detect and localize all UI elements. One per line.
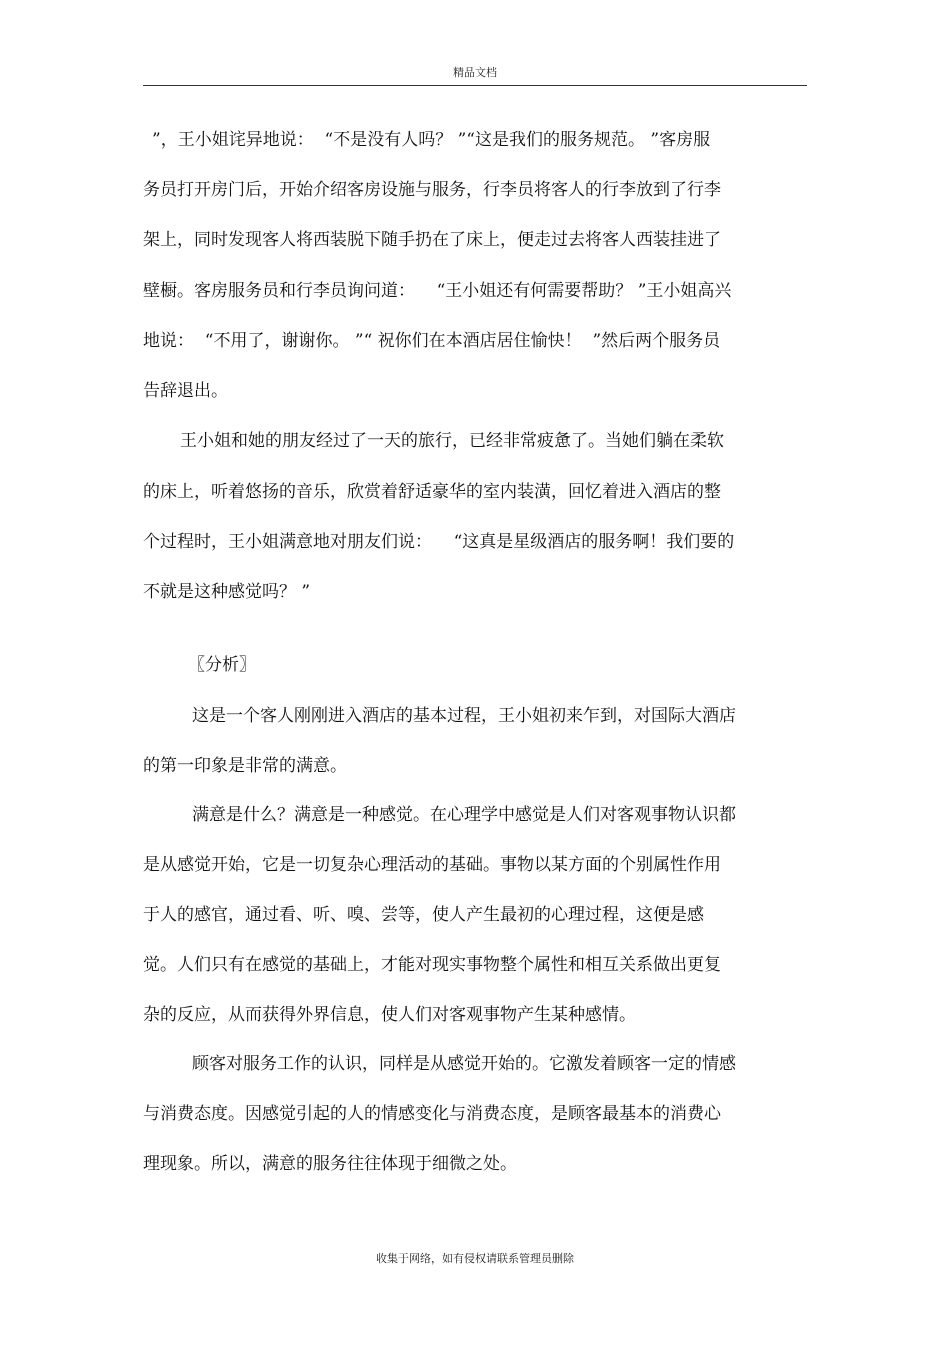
body-line: 不就是这种感觉吗？ ” (143, 582, 311, 602)
header-divider (143, 85, 807, 86)
body-line: 告辞退出。 (143, 381, 228, 401)
body-line: 理现象。所以，满意的服务往往体现于细微之处。 (143, 1154, 517, 1174)
body-line: 杂的反应，从而获得外界信息，使人们对客观事物产生某种感情。 (143, 1005, 636, 1025)
body-line: ”，王小姐诧异地说： “不是没有人吗？ ”“这是我们的服务规范。 ”客房服 (152, 130, 711, 150)
body-line: 顾客对服务工作的认识，同样是从感觉开始的。它激发着顾客一定的情感 (192, 1054, 736, 1074)
body-line: 务员打开房门后，开始介绍客房设施与服务，行李员将客人的行李放到了行李 (143, 180, 721, 200)
body-line: 这是一个客人刚刚进入酒店的基本过程，王小姐初来乍到，对国际大酒店 (192, 706, 736, 726)
body-line: 个过程时，王小姐满意地对朋友们说： “这真是星级酒店的服务啊！我们要的 (143, 532, 735, 552)
body-line: 的第一印象是非常的满意。 (143, 756, 347, 776)
page-header-title: 精品文档 (453, 66, 497, 79)
body-line: 的床上，听着悠扬的音乐，欣赏着舒适豪华的室内装潢，回忆着进入酒店的整 (143, 482, 721, 502)
page-footer-note: 收集于网络，如有侵权请联系管理员删除 (376, 1252, 574, 1265)
body-line: 于人的感官，通过看、听、嗅、尝等，使人产生最初的心理过程，这便是感 (143, 905, 704, 925)
body-line: 架上，同时发现客人将西装脱下随手扔在了床上，便走过去将客人西装挂进了 (143, 230, 721, 250)
body-line: 王小姐和她的朋友经过了一天的旅行，已经非常疲惫了。当她们躺在柔软 (180, 431, 724, 451)
body-line: 壁橱。客房服务员和行李员询问道： “王小姐还有何需要帮助？ ”王小姐高兴 (143, 281, 732, 301)
body-line: 地说： “不用了，谢谢你。 ”“ 祝你们在本酒店居住愉快！ ”然后两个服务员 (143, 331, 721, 351)
body-line: 满意是什么？满意是一种感觉。在心理学中感觉是人们对客观事物认识都 (192, 805, 736, 825)
section-heading-analysis: 〖分析〗 (188, 655, 256, 675)
body-line: 是从感觉开始，它是一切复杂心理活动的基础。事物以某方面的个别属性作用 (143, 855, 721, 875)
body-line: 觉。人们只有在感觉的基础上，才能对现实事物整个属性和相互关系做出更复 (143, 955, 721, 975)
body-line: 与消费态度。因感觉引起的人的情感变化与消费态度，是顾客最基本的消费心 (143, 1104, 721, 1124)
